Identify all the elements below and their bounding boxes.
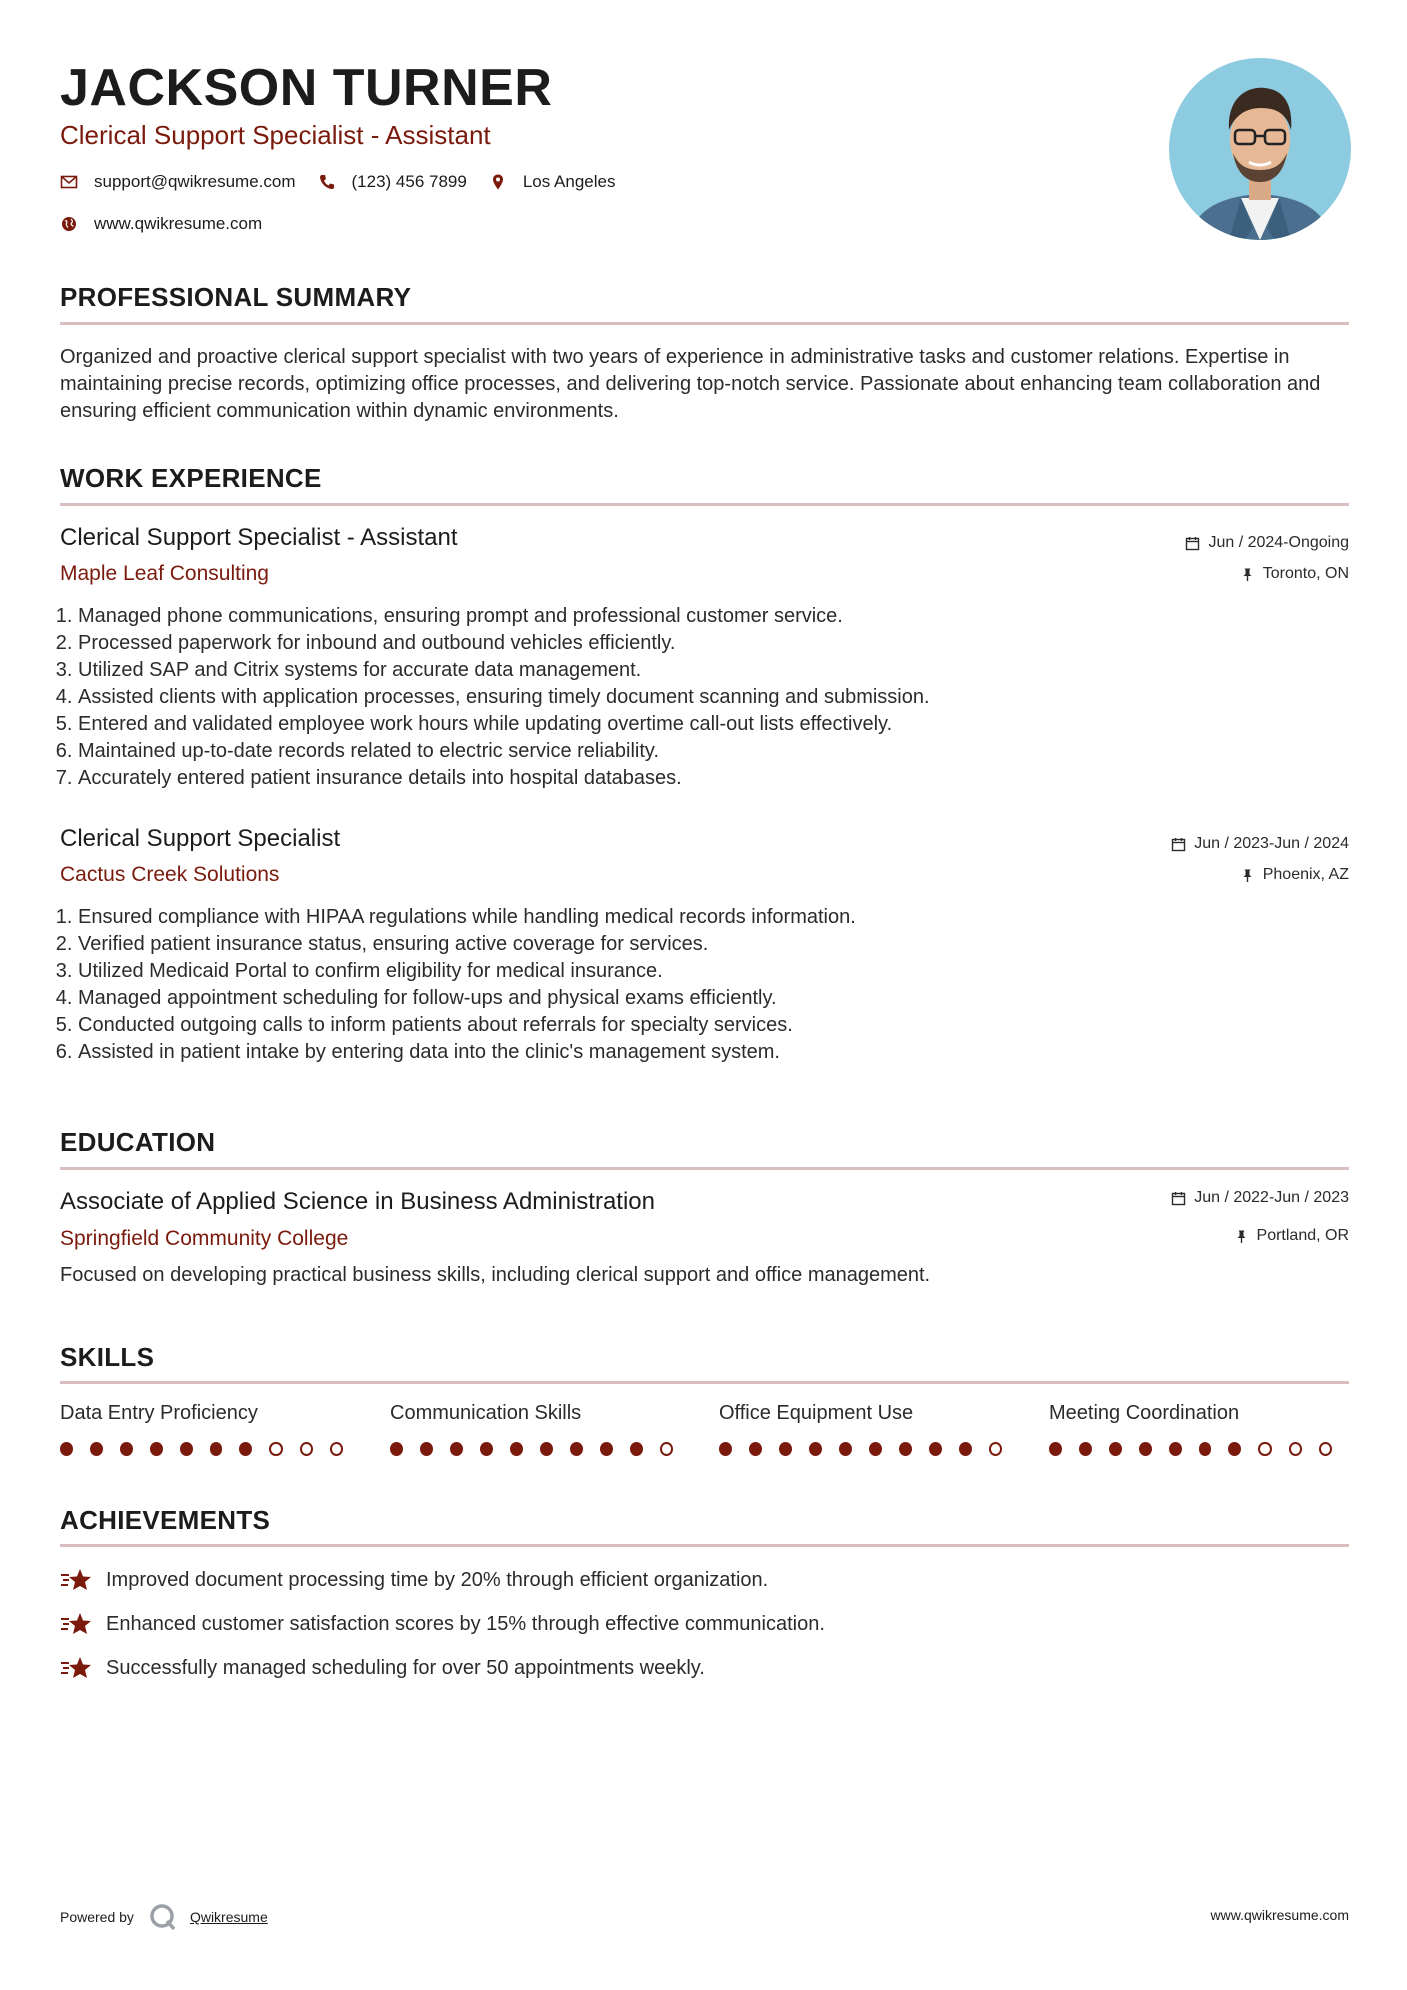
- list-item: 3. Utilized SAP and Citrix systems for accurate data management.: [78, 657, 930, 684]
- candidate-name: JACKSON TURNER: [60, 59, 553, 117]
- skill-name: Office Equipment Use: [719, 1402, 914, 1424]
- achievements-heading: ACHIEVEMENTS: [60, 1505, 271, 1535]
- map-pin-icon: [489, 173, 507, 191]
- rating-dot-empty: [330, 1442, 343, 1456]
- profile-photo: [1169, 58, 1351, 240]
- rating-dot-filled: [450, 1442, 463, 1456]
- skill-rating: [1049, 1442, 1349, 1456]
- rating-dot-filled: [1109, 1442, 1122, 1456]
- email-text: support@qwikresume.com: [94, 172, 296, 191]
- rating-dot-filled: [1228, 1442, 1241, 1456]
- rating-dot-empty: [269, 1442, 282, 1456]
- achievement-item: [60, 1611, 825, 1637]
- rating-dot-filled: [1049, 1442, 1062, 1456]
- skill-rating: [60, 1442, 360, 1456]
- education-description: Focused on developing practical business skills, including clerical support and office management.: [60, 1264, 931, 1286]
- rating-dot-filled: [60, 1442, 73, 1456]
- rating-dot-empty: [660, 1442, 673, 1456]
- powered-by-label: Powered by: [60, 1909, 134, 1925]
- skills-heading: SKILLS: [60, 1342, 155, 1372]
- skill-rating: [390, 1442, 690, 1456]
- list-item: 1. Ensured compliance with HIPAA regulations while handling medical records information.: [78, 904, 856, 931]
- list-item: 2. Processed paperwork for inbound and outbound vehicles efficiently.: [78, 630, 930, 657]
- achievement-text: Enhanced customer satisfaction scores by 15% through effective communication.: [106, 1612, 825, 1635]
- qwikresume-logo-icon: [148, 1902, 178, 1932]
- skill-item: [60, 1402, 360, 1456]
- avatar-illustration: [1169, 58, 1351, 240]
- skills-divider: [60, 1381, 1349, 1384]
- list-item: 4. Assisted clients with application processes, ensuring timely document scanning and submission.: [78, 684, 930, 711]
- rating-dot-filled: [839, 1442, 852, 1456]
- star-achievement-icon: [60, 1611, 92, 1637]
- education-location: [1234, 1227, 1349, 1245]
- list-item: 4. Managed appointment scheduling for follow-ups and physical exams efficiently.: [78, 985, 856, 1012]
- job-title: Clerical Support Specialist: [60, 825, 341, 852]
- education-dates-text: Jun / 2022-Jun / 2023: [1194, 1189, 1349, 1206]
- footer-powered-by: [60, 1902, 268, 1932]
- rating-dot-filled: [540, 1442, 553, 1456]
- school-name: Springfield Community College: [60, 1227, 349, 1250]
- education-dates: [1171, 1189, 1349, 1207]
- rating-dot-filled: [239, 1442, 252, 1456]
- pushpin-icon: [1240, 567, 1255, 582]
- website-text: www.qwikresume.com: [94, 214, 263, 233]
- phone-icon: [318, 173, 336, 191]
- job-company: Cactus Creek Solutions: [60, 863, 280, 886]
- rating-dot-filled: [1139, 1442, 1152, 1456]
- experience-divider: [60, 503, 1349, 506]
- achievement-text: Improved document processing time by 20% through efficient organization.: [106, 1568, 769, 1591]
- globe-icon: [60, 215, 78, 233]
- list-item: 5. Conducted outgoing calls to inform patients about referrals for specialty services.: [78, 1012, 856, 1039]
- candidate-role: Clerical Support Specialist - Assistant: [60, 120, 491, 150]
- rating-dot-filled: [630, 1442, 643, 1456]
- rating-dot-filled: [899, 1442, 912, 1456]
- rating-dot-filled: [1079, 1442, 1092, 1456]
- rating-dot-filled: [420, 1442, 433, 1456]
- skill-name: Data Entry Proficiency: [60, 1402, 258, 1424]
- rating-dot-filled: [959, 1442, 972, 1456]
- job-location: [1240, 565, 1349, 583]
- achievement-text: Successfully managed scheduling for over 50 appointments weekly.: [106, 1656, 705, 1679]
- job-location-text: Phoenix, AZ: [1262, 866, 1349, 883]
- rating-dot-filled: [390, 1442, 403, 1456]
- rating-dot-filled: [779, 1442, 792, 1456]
- job-duties-list: [54, 603, 930, 792]
- rating-dot-empty: [989, 1442, 1002, 1456]
- experience-heading: WORK EXPERIENCE: [60, 463, 322, 493]
- job-location: [1240, 866, 1349, 884]
- list-item: 3. Utilized Medicaid Portal to confirm eligibility for medical insurance.: [78, 958, 856, 985]
- rating-dot-empty: [1289, 1442, 1302, 1456]
- contact-row-1: [60, 172, 637, 192]
- education-divider: [60, 1167, 1349, 1170]
- contact-website[interactable]: [60, 214, 262, 234]
- rating-dot-empty: [1319, 1442, 1332, 1456]
- job-dates-text: Jun / 2024-Ongoing: [1208, 534, 1349, 551]
- phone-text: (123) 456 7899: [351, 172, 467, 191]
- star-achievement-icon: [60, 1567, 92, 1593]
- rating-dot-empty: [1258, 1442, 1271, 1456]
- skill-item: [390, 1402, 690, 1456]
- summary-text: Organized and proactive clerical support specialist with two years of experience in administrative tasks and customer relations. Expertise in maintaining precise records, optimizing office processes, and delivering top-notch service. Passionate about enhancing team collaboration and ensuring efficient communication within dynamic environments.: [60, 346, 1321, 422]
- rating-dot-filled: [180, 1442, 193, 1456]
- rating-dot-filled: [1169, 1442, 1182, 1456]
- achievement-item: [60, 1655, 705, 1681]
- contact-phone[interactable]: [318, 172, 467, 192]
- rating-dot-filled: [749, 1442, 762, 1456]
- list-item: 6. Maintained up-to-date records related to electric service reliability.: [78, 738, 930, 765]
- education-heading: EDUCATION: [60, 1127, 216, 1157]
- skill-rating: [719, 1442, 1019, 1456]
- rating-dot-filled: [869, 1442, 882, 1456]
- calendar-icon: [1171, 1191, 1186, 1206]
- calendar-icon: [1185, 536, 1200, 551]
- job-duties-list: [54, 904, 856, 1066]
- list-item: 1. Managed phone communications, ensuring prompt and professional customer service.: [78, 603, 930, 630]
- rating-dot-filled: [150, 1442, 163, 1456]
- rating-dot-filled: [1199, 1442, 1212, 1456]
- contact-location: [489, 172, 616, 192]
- job-dates-text: Jun / 2023-Jun / 2024: [1194, 835, 1349, 852]
- achievement-item: [60, 1567, 768, 1593]
- footer-url[interactable]: www.qwikresume.com: [1210, 1907, 1349, 1923]
- rating-dot-filled: [510, 1442, 523, 1456]
- rating-dot-filled: [120, 1442, 133, 1456]
- star-achievement-icon: [60, 1655, 92, 1681]
- job-company: Maple Leaf Consulting: [60, 562, 269, 585]
- rating-dot-filled: [90, 1442, 103, 1456]
- brand-link[interactable]: Qwikresume: [189, 1909, 268, 1925]
- list-item: 7. Accurately entered patient insurance details into hospital databases.: [78, 765, 930, 792]
- job-title: Clerical Support Specialist - Assistant: [60, 524, 458, 551]
- rating-dot-filled: [480, 1442, 493, 1456]
- list-item: 5. Entered and validated employee work hours while updating overtime call-out lists effectively.: [78, 711, 930, 738]
- resume-page: [60, 0, 1349, 1990]
- rating-dot-filled: [570, 1442, 583, 1456]
- envelope-icon: [60, 173, 78, 191]
- skill-item: [1049, 1402, 1349, 1456]
- education-location-text: Portland, OR: [1256, 1227, 1349, 1244]
- pushpin-icon: [1240, 868, 1255, 883]
- rating-dot-empty: [300, 1442, 313, 1456]
- contact-email[interactable]: [60, 172, 296, 192]
- job-dates: [1185, 534, 1349, 552]
- list-item: 2. Verified patient insurance status, ensuring active coverage for services.: [78, 931, 856, 958]
- rating-dot-filled: [809, 1442, 822, 1456]
- location-text: Los Angeles: [522, 172, 616, 191]
- job-location-text: Toronto, ON: [1262, 565, 1349, 582]
- rating-dot-filled: [210, 1442, 223, 1456]
- calendar-icon: [1171, 837, 1186, 852]
- contact-row-2: [60, 214, 284, 234]
- job-dates: [1171, 835, 1349, 853]
- list-item: 6. Assisted in patient intake by entering data into the clinic's management system.: [78, 1039, 856, 1066]
- skill-name: Communication Skills: [390, 1402, 582, 1424]
- summary-heading: PROFESSIONAL SUMMARY: [60, 282, 412, 312]
- rating-dot-filled: [719, 1442, 732, 1456]
- achievements-divider: [60, 1544, 1349, 1547]
- skill-name: Meeting Coordination: [1049, 1402, 1240, 1424]
- skill-item: [719, 1402, 1019, 1456]
- rating-dot-filled: [600, 1442, 613, 1456]
- degree-title: Associate of Applied Science in Business Administration: [60, 1188, 655, 1215]
- pushpin-icon: [1234, 1229, 1249, 1244]
- summary-divider: [60, 322, 1349, 325]
- rating-dot-filled: [929, 1442, 942, 1456]
